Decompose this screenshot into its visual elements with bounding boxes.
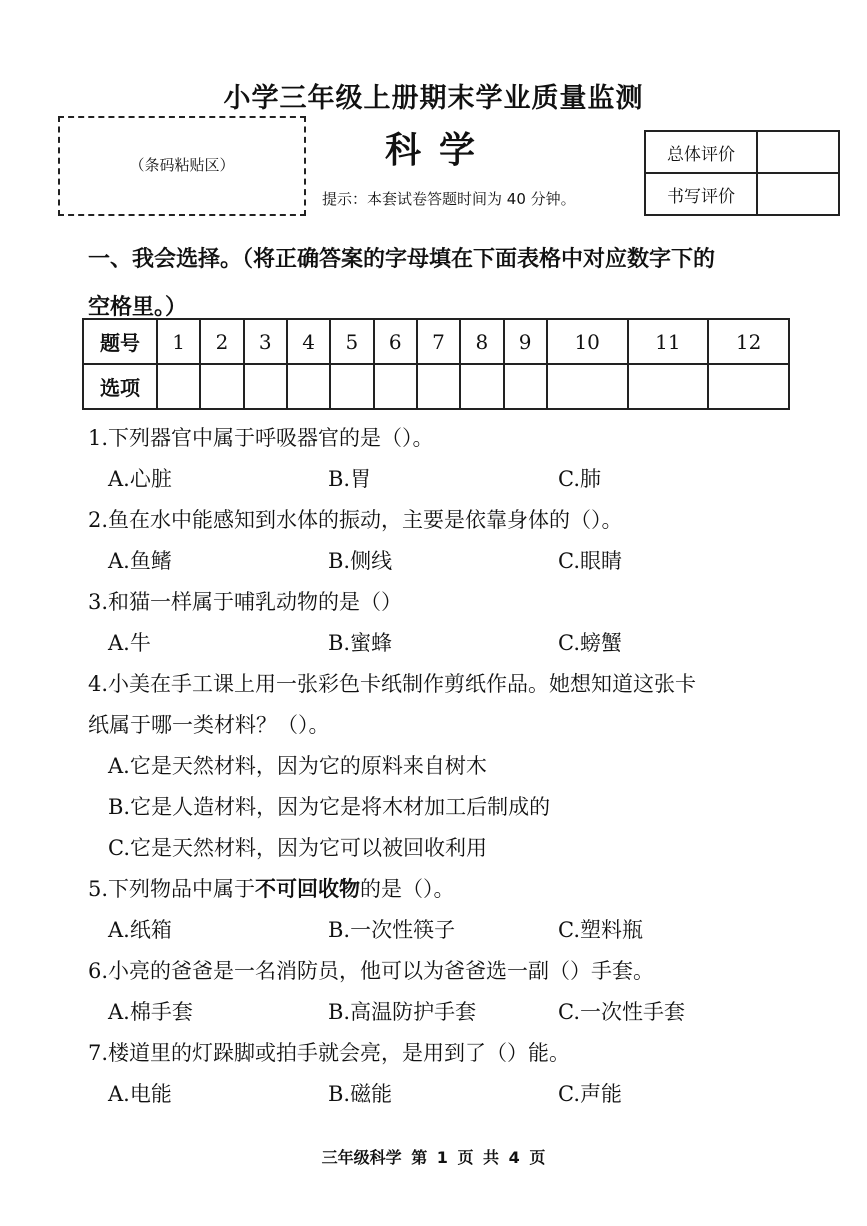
question-1	[88, 418, 798, 500]
option-b: B.侧线	[328, 549, 393, 573]
option-c: C.塑料瓶	[558, 918, 643, 942]
option-row	[88, 992, 798, 1033]
overall-evaluation-cell[interactable]	[757, 131, 839, 173]
question-number-cell: 6	[374, 319, 417, 364]
question-6	[88, 951, 798, 1033]
overall-evaluation-label: 总体评价	[645, 131, 757, 173]
option-c: C.一次性手套	[558, 1000, 685, 1024]
question-stem: 1.下列器官中属于呼吸器官的是（）。	[88, 426, 434, 450]
question-number-cell: 5	[330, 319, 373, 364]
answer-cell[interactable]	[417, 364, 460, 409]
answer-table-option-row	[83, 364, 789, 409]
question-number-cell: 4	[287, 319, 330, 364]
option-row	[88, 459, 798, 500]
option-b: B.胃	[328, 467, 372, 491]
option-b: B.它是人造材料，因为它是将木材加工后制成的	[108, 795, 551, 819]
question-number-cell: 10	[547, 319, 628, 364]
question-number-cell: 8	[460, 319, 503, 364]
answer-cell[interactable]	[460, 364, 503, 409]
question-stem-emphasis: 不可回收物	[255, 877, 361, 901]
option-row	[88, 541, 798, 582]
option-b: B.蜜蜂	[328, 631, 393, 655]
question-stem: 2.鱼在水中能感知到水体的振动，主要是依靠身体的（）。	[88, 508, 623, 532]
option-row	[88, 910, 798, 951]
answer-cell[interactable]	[628, 364, 709, 409]
question-stem: 7.楼道里的灯跺脚或拍手就会亮，是用到了（）能。	[88, 1041, 571, 1065]
question-number-cell: 3	[244, 319, 287, 364]
option-a: A.电能	[108, 1082, 172, 1106]
page-footer: 三年级科学 第 1 页 共 4 页	[321, 1148, 546, 1167]
answer-cell[interactable]	[374, 364, 417, 409]
writing-evaluation-cell[interactable]	[757, 173, 839, 215]
answer-cell[interactable]	[547, 364, 628, 409]
option-b: B.一次性筷子	[328, 918, 456, 942]
option-row	[88, 623, 798, 664]
option-c: C.它是天然材料，因为它可以被回收利用	[108, 836, 487, 860]
option-a: A.鱼鳍	[108, 549, 172, 573]
question-stem: 6.小亮的爸爸是一名消防员，他可以为爸爸选一副（）手套。	[88, 959, 655, 983]
option-a: A.棉手套	[108, 1000, 193, 1024]
option-header: 选项	[83, 364, 157, 409]
question-2	[88, 500, 798, 582]
question-5	[88, 869, 798, 951]
question-number-header: 题号	[83, 319, 157, 364]
option-a: A.它是天然材料，因为它的原料来自树木	[108, 754, 487, 778]
section-heading-line1: 一、我会选择。（将正确答案的字母填在下面表格中对应数字下的	[88, 247, 716, 272]
option-c: C.肺	[558, 467, 601, 491]
option-c: C.眼睛	[558, 549, 622, 573]
exam-hint: 提示：本套试卷答题时间为 40 分钟。	[322, 190, 576, 208]
question-7	[88, 1033, 798, 1115]
question-list	[88, 418, 798, 1115]
option-row	[88, 1074, 798, 1115]
option-b: B.磁能	[328, 1082, 393, 1106]
subject-title: 科学	[385, 130, 494, 171]
question-number-cell: 12	[708, 319, 789, 364]
answer-cell[interactable]	[287, 364, 330, 409]
answer-cell[interactable]	[157, 364, 200, 409]
section-heading-line2: 空格里。）	[88, 295, 188, 320]
answer-cell[interactable]	[330, 364, 373, 409]
answer-cell[interactable]	[200, 364, 243, 409]
question-stem	[88, 869, 798, 910]
question-number-cell: 7	[417, 319, 460, 364]
answer-cell[interactable]	[708, 364, 789, 409]
barcode-area	[58, 116, 306, 216]
question-number-cell: 1	[157, 319, 200, 364]
question-stem: 3.和猫一样属于哺乳动物的是（）	[88, 590, 403, 614]
question-stem-end: 的是（）。	[360, 877, 455, 901]
question-number-cell: 11	[628, 319, 709, 364]
question-number-cell: 2	[200, 319, 243, 364]
option-a: A.心脏	[108, 467, 172, 491]
question-number-cell: 9	[504, 319, 547, 364]
question-stem-start: 5.下列物品中属于	[88, 877, 256, 901]
option-c: C.螃蟹	[558, 631, 622, 655]
evaluation-table	[644, 130, 840, 216]
exam-title: 小学三年级上册期末学业质量监测	[223, 83, 644, 114]
answer-table-number-row	[83, 319, 789, 364]
question-4	[88, 664, 798, 869]
answer-cell[interactable]	[244, 364, 287, 409]
question-stem-line2: 纸属于哪一类材料？（）。	[88, 713, 330, 737]
question-3	[88, 582, 798, 664]
option-c: C.声能	[558, 1082, 622, 1106]
answer-cell[interactable]	[504, 364, 547, 409]
option-a: A.牛	[108, 631, 151, 655]
option-b: B.高温防护手套	[328, 1000, 477, 1024]
question-stem-line1: 4.小美在手工课上用一张彩色卡纸制作剪纸作品。她想知道这张卡	[88, 672, 697, 696]
writing-evaluation-label: 书写评价	[645, 173, 757, 215]
barcode-area-label: （条码粘贴区）	[129, 156, 235, 174]
option-a: A.纸箱	[108, 918, 172, 942]
answer-table	[82, 318, 790, 410]
